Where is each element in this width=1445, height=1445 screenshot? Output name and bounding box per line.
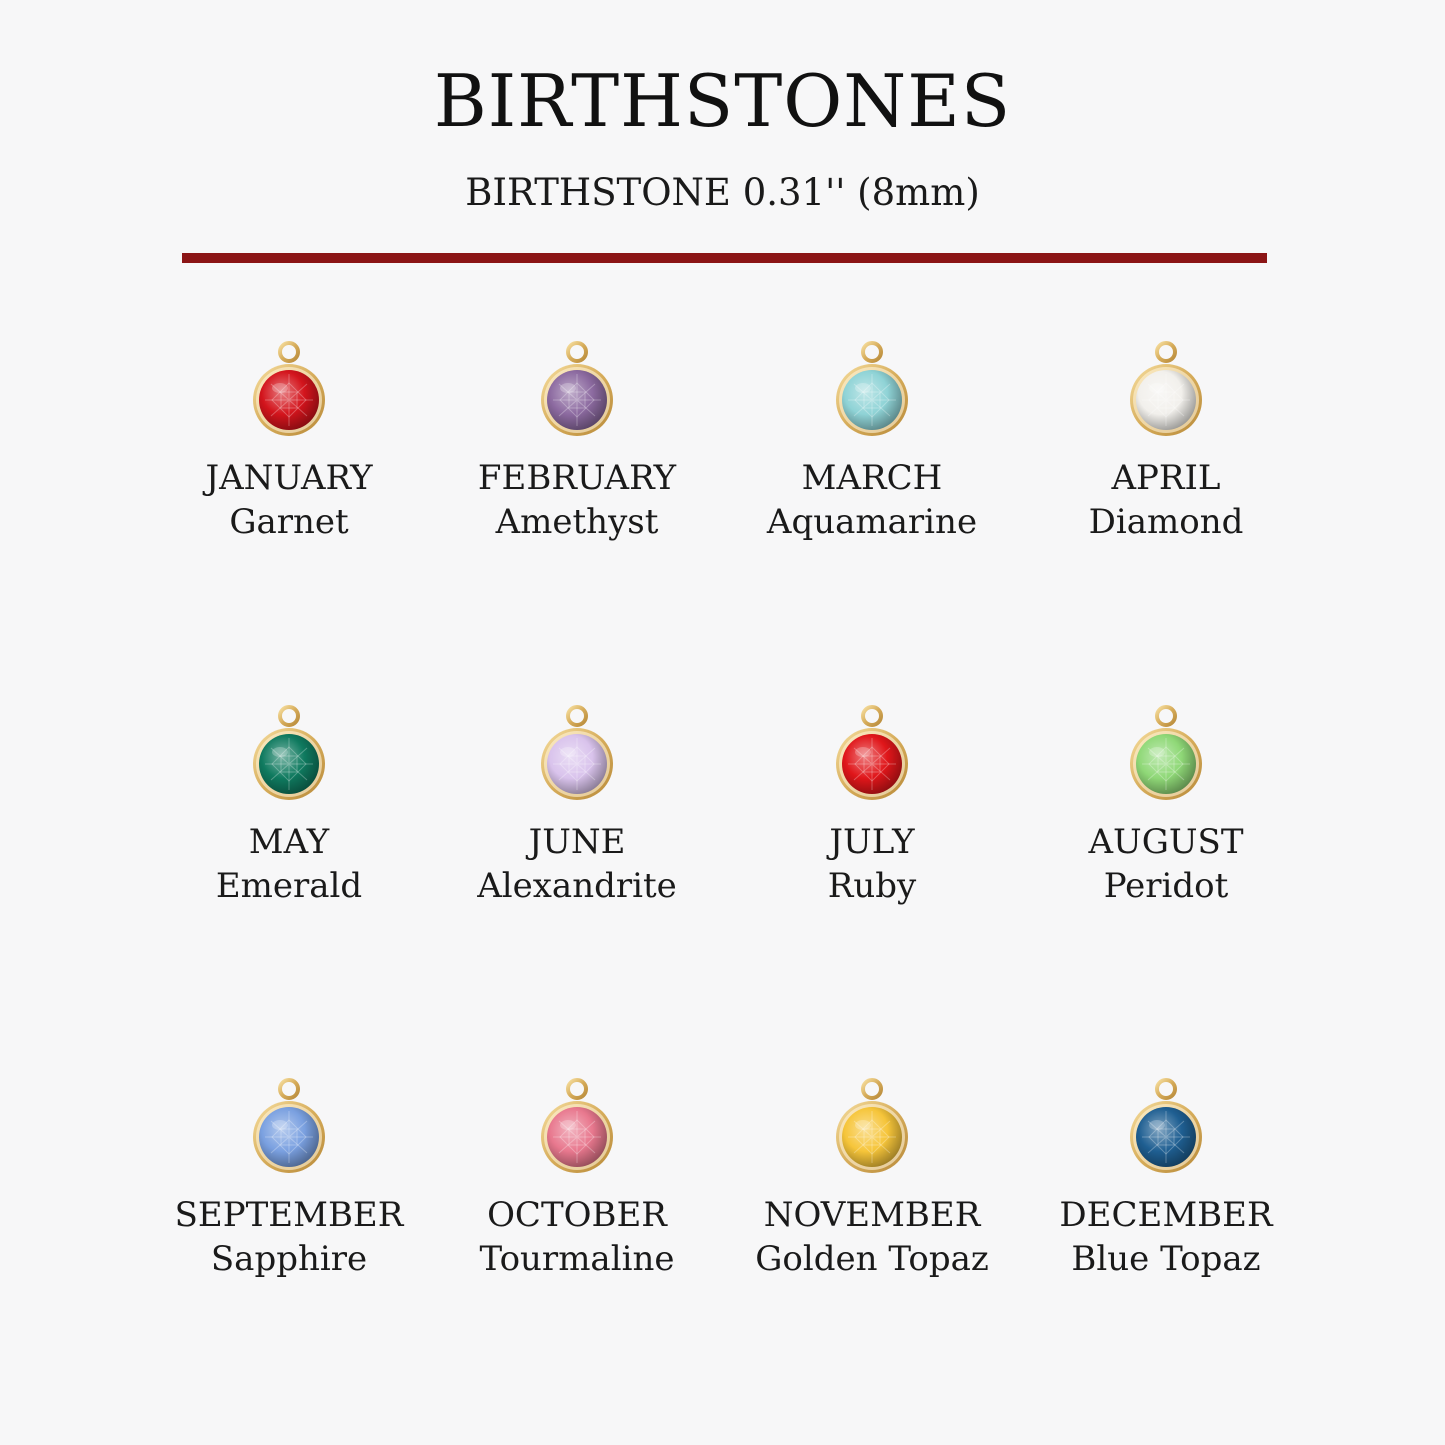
stone-name: Alexandrite [477, 866, 677, 906]
title-divider [182, 253, 1267, 263]
birthstone-item [722, 338, 1022, 544]
page-subtitle: BIRTHSTONE 0.31'' (8mm) [465, 171, 980, 214]
birthstone-item [427, 1075, 727, 1281]
stone-name: Diamond [1088, 502, 1244, 542]
alexandrite-charm-icon [537, 702, 617, 806]
stone-name: Garnet [229, 502, 349, 542]
birthstone-item [427, 338, 727, 544]
month-label: JULY [829, 822, 915, 862]
birthstone-item [1016, 338, 1316, 544]
amethyst-charm-icon [537, 338, 617, 442]
birthstone-item [722, 702, 1022, 908]
month-label: NOVEMBER [763, 1195, 981, 1235]
birthstone-item [139, 1075, 439, 1281]
month-label: MARCH [801, 458, 943, 498]
blue-topaz-charm-icon [1126, 1075, 1206, 1179]
month-label: JANUARY [205, 458, 373, 498]
month-label: FEBRUARY [477, 458, 677, 498]
stone-name: Emerald [215, 866, 363, 906]
birthstone-item [1016, 702, 1316, 908]
peridot-charm-icon [1126, 702, 1206, 806]
stone-name: Aquamarine [766, 502, 978, 542]
month-label: JUNE [528, 822, 626, 862]
stone-name: Blue Topaz [1071, 1239, 1261, 1279]
tourmaline-charm-icon [537, 1075, 617, 1179]
page-title: BIRTHSTONES [433, 59, 1012, 143]
diamond-charm-icon [1126, 338, 1206, 442]
birthstone-item [139, 702, 439, 908]
ruby-charm-icon [832, 702, 912, 806]
stone-name: Tourmaline [479, 1239, 675, 1279]
month-label: APRIL [1111, 458, 1221, 498]
birthstone-item [1016, 1075, 1316, 1281]
golden-topaz-charm-icon [832, 1075, 912, 1179]
sapphire-charm-icon [249, 1075, 329, 1179]
aquamarine-charm-icon [832, 338, 912, 442]
month-label: AUGUST [1088, 822, 1244, 862]
birthstone-item [722, 1075, 1022, 1281]
month-label: OCTOBER [487, 1195, 667, 1235]
stone-name: Peridot [1103, 866, 1229, 906]
month-label: SEPTEMBER [174, 1195, 404, 1235]
stone-name: Amethyst [495, 502, 659, 542]
birthstone-item [139, 338, 439, 544]
stone-name: Ruby [827, 866, 917, 906]
emerald-charm-icon [249, 702, 329, 806]
stone-name: Golden Topaz [755, 1239, 989, 1279]
garnet-charm-icon [249, 338, 329, 442]
month-label: MAY [248, 822, 330, 862]
birthstone-item [427, 702, 727, 908]
stone-name: Sapphire [210, 1239, 368, 1279]
month-label: DECEMBER [1059, 1195, 1273, 1235]
